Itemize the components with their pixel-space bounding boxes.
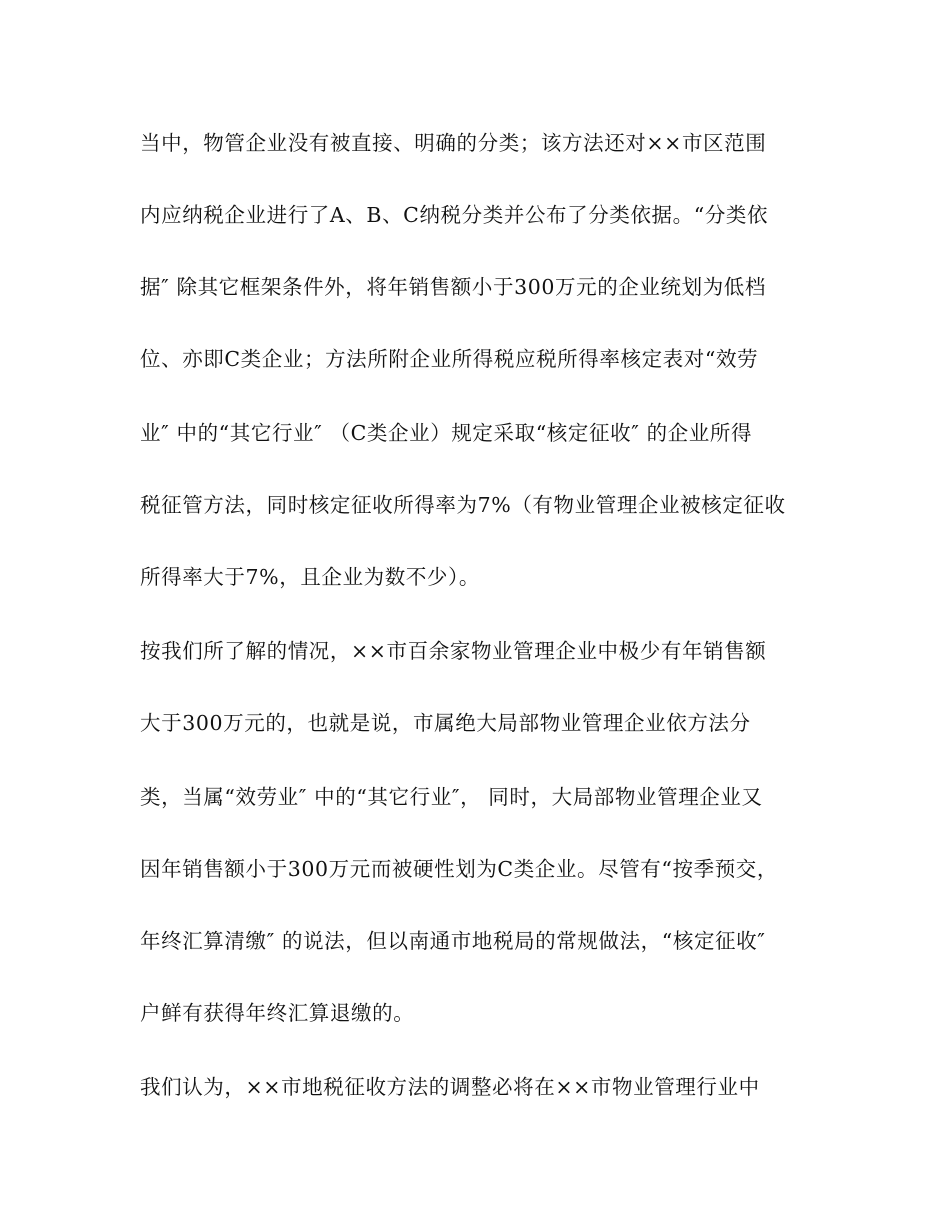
text-line: 内应纳税企业进行了A、B、C纳税分类并公布了分类依据。“分类依 [140, 203, 769, 227]
text-line: 户鲜有获得年终汇算退缴的。 [140, 1001, 415, 1025]
text-line: 我们认为，××市地税征收方法的调整必将在××市物业管理行业中 [140, 1075, 760, 1099]
text-line: 所得率大于7%，且企业为数不少）。 [140, 565, 480, 589]
text-line: 位、亦即C类企业；方法所附企业所得税应税所得率核定表对“效劳 [140, 347, 759, 371]
text-line: 年终汇算清缴″ 的说法，但以南通市地税局的常规做法，“核定征收″ [140, 929, 766, 953]
text-line: 业″ 中的“其它行业″ （C类企业）规定采取“核定征收″ 的企业所得 [140, 421, 753, 445]
text-line: 按我们所了解的情况，××市百余家物业管理企业中极少有年销售额 [140, 639, 767, 663]
text-line: 因年销售额小于300万元而被硬性划为C类企业。尽管有“按季预交， [140, 857, 778, 881]
text-line: 类，当属“效劳业″ 中的“其它行业″， 同时，大局部物业管理企业又 [140, 785, 763, 809]
text-line: 税征管方法，同时核定征收所得率为7%（有物业管理企业被核定征收 [140, 493, 786, 517]
text-line: 大于300万元的，也就是说，市属绝大局部物业管理企业依方法分 [140, 711, 751, 735]
text-line: 当中，物管企业没有被直接、明确的分类；该方法还对××市区范围 [140, 131, 767, 155]
text-line: 据″ 除其它框架条件外，将年销售额小于300万元的企业统划为低档 [140, 275, 767, 299]
